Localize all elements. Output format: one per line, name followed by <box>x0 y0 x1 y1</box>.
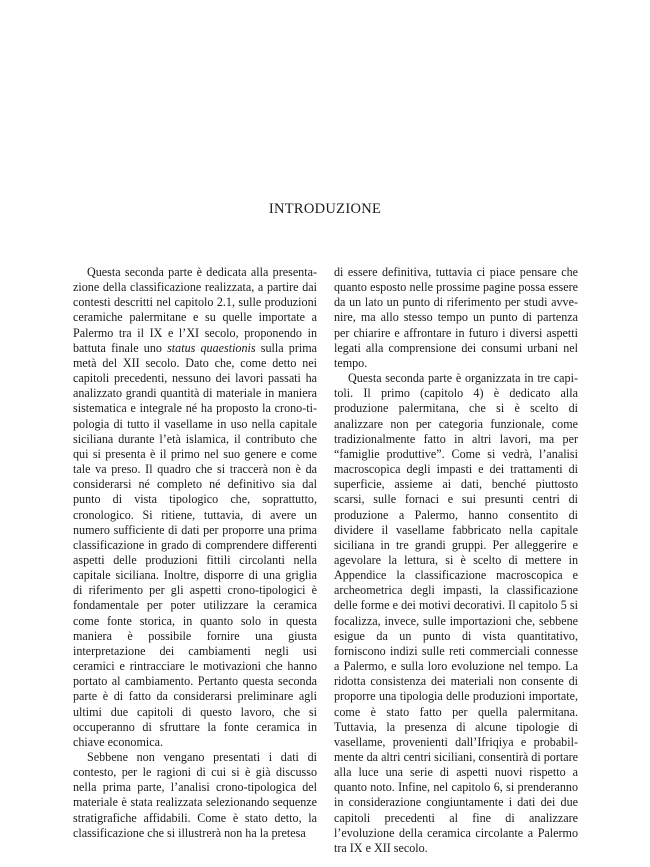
page-title: INTRODUZIONE <box>268 201 382 217</box>
paragraph-text: sulla prima metà del XII secolo. Dato che, come detto nei capitoli precedenti, nessuno dei lavori passati ha analizzato grandi quantità di materiale in maniera sistematica e integrale né ha proposto la crono-tipologia di tutto il vasellame in uso nella capitale siciliana durante l’età islamica, il contributo che qui si presenta è il primo nel suo genere e come tale va preso. Il quadro che si traccerà non è da considerarsi né completo né definitivo sia dal punto di vista tipologico che, soprattutto, cronologico. Si ritiene, tuttavia, di avere un numero sufficiente di dati per proporre una prima classificazione in grado di comprendere differenti aspetti delle produzioni fittili circolanti nella capitale siciliana. Inoltre, disporre di una griglia di riferimento per gli aspetti crono-tipologici è fondamentale per poter utilizzare la ceramica come fonte storica, in quanto solo in questa maniera è possibile fornire una giusta interpretazione dei cambiamenti negli usi ceramici e rintracciare le motivazioni che hanno portato al cambiamento. Pertanto questa seconda parte è di fatto da considerarsi preliminare agli ultimi due capitoli di questo lavoro, che si occuperanno di sfruttare la fonte ceramica in chiave economica. <box>73 340 317 749</box>
paragraph: Questa seconda parte è organizzata in tre capitoli. Il primo (capitolo 4) è dedicato alla produzione palermitana, che si è scelto di analizzare non per categoria funzionale, come tradizionalmente fatto in altri lavori, ma per “famiglie produttive”. Come si vedrà, l’analisi macroscopica degli impasti e dei trattamenti di superficie, assieme ai dati, benché piuttosto scarsi, sulle fornaci e sui presunti centri di produzione a Palermo, hanno consentito di dividere il vasellame fabbricato nella capitale siciliana in tre grandi gruppi. Per alleggerire e agevolare la lettura, si è scelto di mettere in Appendice la classificazione macroscopica e archeometrica degli impasti, la classificazione delle forme e dei motivi decorativi. Il capitolo 5 si focalizza, invece, sulle importazioni che, sebbene esigue da un punto di vista quantitativo, forniscono indizi sulle reti commerciali connesse a Palermo, e sulla loro evoluzione nel tempo. La ridotta consistenza dei materiali non consente di proporre una tipologia delle produzioni importate, come è stato fatto per quella palermitana. Tuttavia, la presenza di alcune tipologie di vasellame, provenienti dall’Ifriqiya e probabilmente da altri centri siciliani, consentirà di portare alla luce una serie di aspetti nuovi rispetto a quanto noto. Infine, nel capitolo 6, si prenderanno in considerazione congiuntamente i dati dei due capitoli precedenti al fine di analizzare l’evoluzione della ceramica circolante a Palermo tra IX e XII secolo. <box>334 371 578 855</box>
text-column-right <box>334 265 578 856</box>
text-column-left <box>73 265 317 841</box>
paragraph <box>73 265 317 750</box>
paragraph: Sebbene non vengano presentati i dati di contesto, per le ragioni di cui si è già discusso nella prima parte, l’analisi crono-tipologica del materiale è stata realizzata selezionando sequenze stratigrafiche affidabili. Come è stato detto, la classificazione che si illustrerà non ha la pretesa <box>73 750 317 840</box>
paragraph-text: Questa seconda parte è dedicata alla presentazione della classificazione realizzata, a partire dai contesti descritti nel capitolo 2.1, sulle produzioni ceramiche palermitane e su quelle importate a Palermo tra il IX e l’XI secolo, proponendo in battuta finale uno <box>73 265 317 355</box>
paragraph-continued: di essere definitiva, tuttavia ci piace pensare che quanto esposto nelle prossime pagine possa essere da un lato un punto di riferimento per studi avvenire, ma allo stesso tempo un punto di partenza per chiarire e affrontare in futuro i diversi aspetti legati alla comprensione dei consumi urbani nel tempo. <box>334 265 578 370</box>
italic-term: status quaestionis <box>167 340 256 355</box>
